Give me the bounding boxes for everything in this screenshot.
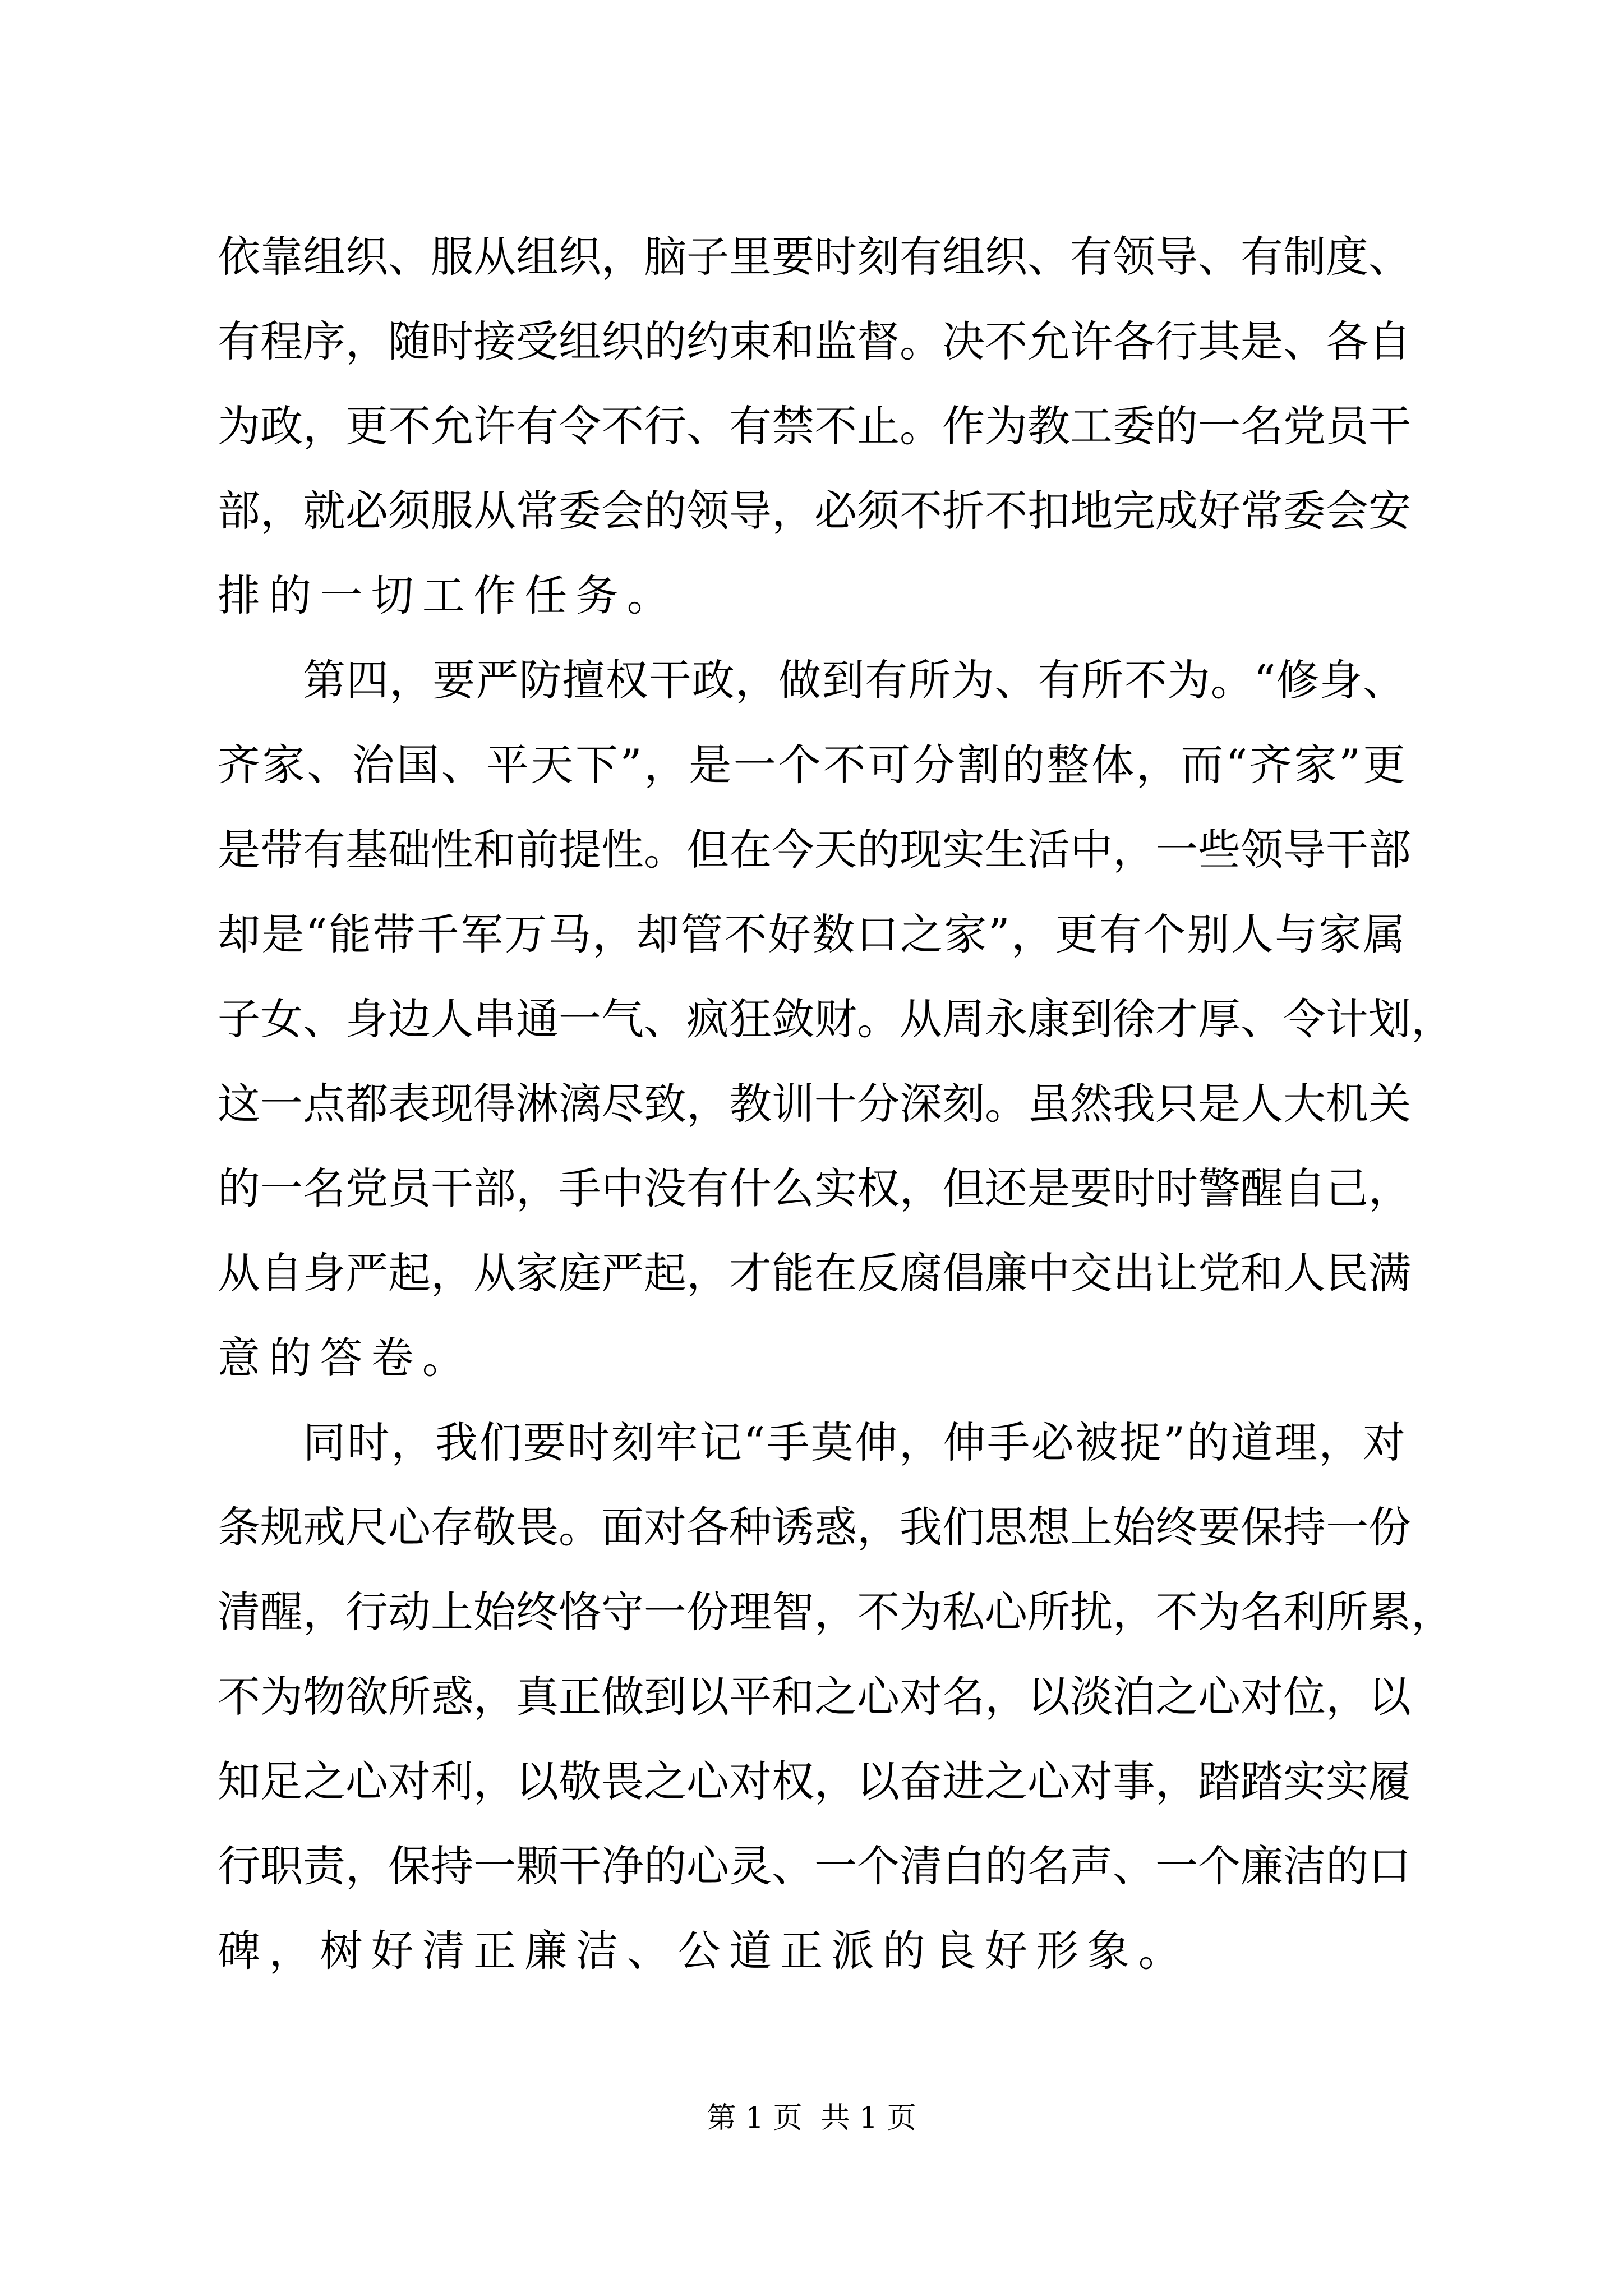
text-line: 从自身严起，从家庭严起，才能在反腐倡廉中交出让党和人民满 (218, 1248, 1411, 1298)
text-line: 子女、身边人串通一气、疯狂敛财。从周永康到徐才厚、令计划， (218, 994, 1454, 1044)
page-number: 第 1 页 共 1 页 (707, 2101, 916, 2135)
page-footer (0, 2098, 1623, 2138)
paragraph-2 (218, 638, 1454, 1400)
text-line: 依靠组织、服从组织，脑子里要时刻有组织、有领导、有制度、 (218, 232, 1411, 282)
text-line: 意的答卷。 (218, 1333, 473, 1383)
text-line: 有程序，随时接受组织的约束和监督。决不允许各行其是、各自 (218, 316, 1411, 366)
text-line: 同时，我们要时刻牢记“手莫伸，伸手必被捉”的道理，对 (303, 1418, 1405, 1467)
text-line: 齐家、治国、平天下”，是一个不可分割的整体，而“齐家”更 (218, 740, 1405, 790)
text-line: 行职责，保持一颗干净的心灵、一个清白的名声、一个廉洁的口 (218, 1841, 1411, 1891)
paragraph-1 (218, 214, 1411, 638)
text-line: 这一点都表现得淋漓尽致，教训十分深刻。虽然我只是人大机关 (218, 1079, 1411, 1129)
text-line: 是带有基础性和前提性。但在今天的现实生活中，一些领导干部 (218, 825, 1411, 875)
text-line: 不为物欲所惑，真正做到以平和之心对名，以淡泊之心对位，以 (218, 1672, 1411, 1722)
text-line: 排的一切工作任务。 (218, 570, 678, 620)
text-line: 知足之心对利，以敬畏之心对权，以奋进之心对事，踏踏实实履 (218, 1756, 1411, 1806)
document-body (218, 214, 1454, 1993)
text-line: 却是“能带千军万马，却管不好数口之家”，更有个别人与家属 (218, 909, 1405, 959)
text-line: 第四，要严防擅权干政，做到有所为、有所不为。“修身、 (303, 655, 1405, 705)
text-line: 条规戒尺心存敬畏。面对各种诱惑，我们思想上始终要保持一份 (218, 1502, 1411, 1552)
text-line: 部，就必须服从常委会的领导，必须不折不扣地完成好常委会安 (218, 486, 1411, 536)
text-line: 清醒，行动上始终恪守一份理智，不为私心所扰，不为名利所累， (218, 1587, 1454, 1637)
paragraph-3 (218, 1400, 1454, 1993)
text-line: 的一名党员干部，手中没有什么实权，但还是要时时警醒自己， (218, 1163, 1411, 1213)
text-line: 为政，更不允许有令不行、有禁不止。作为教工委的一名党员干 (218, 401, 1411, 451)
text-line: 碑，树好清正廉洁、公道正派的良好形象。 (218, 1926, 1189, 1976)
